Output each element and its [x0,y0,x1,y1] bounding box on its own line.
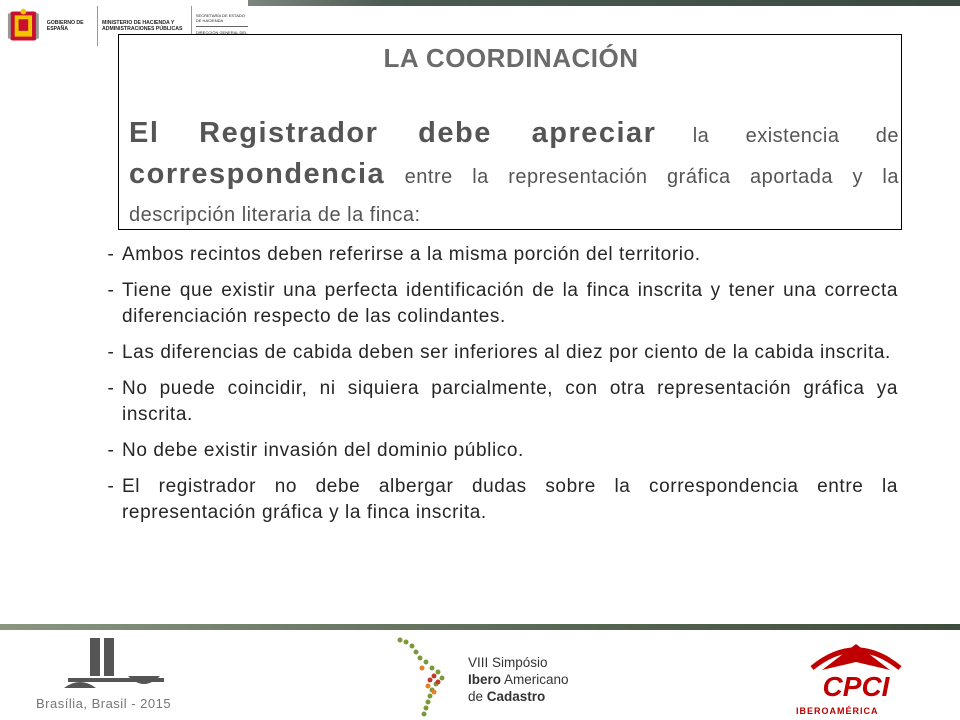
cpc-emblem-icon [792,640,920,704]
bullet-marker: - [107,476,115,497]
secretaria-label: SECRETARÍA DE ESTADO DE HACIENDA [195,12,245,23]
intro-emphasis-1: El Registrador debe apreciar [129,117,657,149]
list-item [100,340,898,366]
gov-label: GOBIERNO DE ESPAÑA [46,20,84,32]
bullet-text: No puede coincidir, ni siquiera parcialmente, con otra representación gráfica ya inscrita. [122,378,898,425]
bullet-text: El registrador no debe albergar dudas sobre la correspondencia entre la representación gráfica y la finca inscrita. [122,476,898,523]
slide-title: LA COORDINACIÓN [383,43,639,73]
symposium-line-1: VIII Simpósio [468,655,548,670]
brasilia-logo [36,636,196,716]
symposium-americano: Americano [501,672,569,687]
cpc-caption: IBEROAMÉRICA [796,706,879,716]
coat-of-arms-icon [6,7,41,45]
symposium-cadastro: Cadastro [486,689,546,704]
intro-text-2: entre la representación gráfica aportada y la descripción literaria de la finca: [129,166,899,226]
bullet-marker: - [107,342,115,363]
list-item [100,376,898,428]
secretaria-divider [196,26,248,27]
list-item [100,278,898,330]
symposium-title [468,654,569,705]
bullet-text: Ambos recintos deben referirse a la misma porción del territorio. [122,244,701,265]
intro-paragraph [129,115,899,235]
title-box [118,34,902,230]
requirements-list [100,242,898,536]
list-item [100,474,898,526]
bullet-text: Las diferencias de cabida deben ser inferiores al diez por ciento de la cabida inscrita. [122,342,891,363]
symposium-line-2 [468,671,569,688]
bullet-text: Tiene que existir una perfecta identificación de la finca inscrita y tener una correcta diferenciación respecto de las colindantes. [122,280,898,327]
bullet-text: No debe existir invasión del dominio público. [122,440,524,461]
bullet-marker: - [107,280,115,301]
ibero-america-map-icon [392,634,462,718]
intro-text-1: la existencia de [656,125,900,147]
list-item [100,438,898,464]
brasilia-caption: Brasília, Brasil - 2015 [36,696,172,711]
intro-emphasis-2: correspondencia [129,158,386,190]
bottom-accent-bar [0,624,960,630]
symposium-de: de [468,689,487,704]
list-item [100,242,898,268]
brasilia-building-icon [60,636,172,692]
symposium-logo [392,634,592,718]
bullet-marker: - [107,244,115,265]
cpc-logo [792,640,924,718]
symposium-ibero: Ibero [468,672,502,687]
ministry-label: MINISTERIO DE HACIENDA Y ADMINISTRACIONES PÚBLICAS [102,20,183,32]
direccion-label: DIRECCIÓN GENERAL DEL [195,29,248,35]
symposium-line-3 [468,688,569,705]
bullet-marker: - [107,378,115,399]
svg-text:CPCI: CPCI [822,671,890,702]
bullet-marker: - [107,440,115,461]
header-divider [97,6,98,46]
